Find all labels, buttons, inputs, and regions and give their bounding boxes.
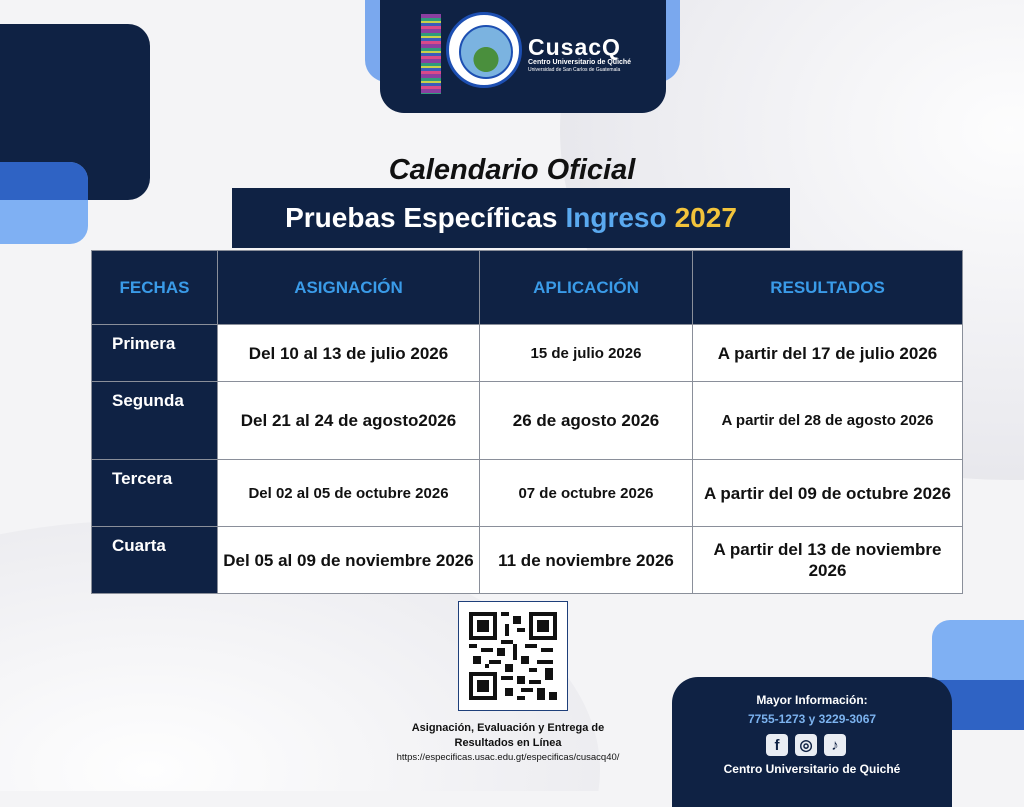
table-cell: A partir del 28 de agosto 2026 (693, 382, 963, 460)
table-row (92, 460, 963, 527)
facebook-icon[interactable]: f (766, 734, 788, 756)
table-cell: A partir del 09 de octubre 2026 (693, 460, 963, 527)
row-label-text: Tercera (112, 469, 173, 488)
table-row (92, 325, 963, 382)
subtitle-banner (232, 188, 790, 248)
qr-code[interactable] (458, 601, 568, 711)
page-title: Calendario Oficial (388, 154, 636, 186)
row-label-text: Cuarta (112, 536, 166, 555)
decor-block (0, 162, 88, 200)
logo-name: CusacQ (528, 34, 621, 60)
subtitle-part: Pruebas Específicas (285, 202, 558, 233)
table-cell: A partir del 17 de julio 2026 (693, 325, 963, 382)
usac-seal-logo (446, 12, 522, 88)
table-cell: 11 de noviembre 2026 (480, 527, 693, 594)
qr-code-icon (469, 612, 557, 700)
subtitle-part: Ingreso (565, 202, 667, 233)
table-header: RESULTADOS (693, 251, 963, 325)
row-label (92, 527, 218, 594)
row-label (92, 325, 218, 382)
social-links (766, 734, 846, 756)
info-phones: 7755-1273 y 3229-3067 (747, 712, 877, 726)
logo-subtitle: Centro Universitario de Quiché (528, 59, 632, 66)
table-cell: 07 de octubre 2026 (480, 460, 693, 527)
table-header-row (92, 251, 963, 325)
table-cell: 15 de julio 2026 (480, 325, 693, 382)
subtitle-year: 2027 (674, 202, 737, 233)
table-cell: Del 10 al 13 de julio 2026 (218, 325, 480, 382)
table-cell: Del 02 al 05 de octubre 2026 (218, 460, 480, 527)
logo-subtitle: Universidad de San Carlos de Guatemala (528, 67, 621, 73)
qr-url-link[interactable]: https://especificas.usac.edu.gt/especificas/cusacq40/ (396, 752, 620, 763)
table-row (92, 382, 963, 460)
info-title: Mayor Información: (756, 693, 868, 707)
table-header: ASIGNACIÓN (218, 251, 480, 325)
row-label (92, 382, 218, 460)
table-row (92, 527, 963, 594)
calendar-table (91, 250, 963, 594)
tiktok-icon[interactable]: ♪ (824, 734, 846, 756)
qr-caption: Asignación, Evaluación y Entrega de Resultados en Línea (411, 722, 605, 749)
textile-stripes-logo (421, 14, 441, 94)
table-header: APLICACIÓN (480, 251, 693, 325)
table-cell: Del 05 al 09 de noviembre 2026 (218, 527, 480, 594)
row-label-text: Segunda (112, 391, 184, 410)
table-cell: 26 de agosto 2026 (480, 382, 693, 460)
table-header: FECHAS (92, 251, 218, 325)
info-footer: Centro Universitario de Quiché (723, 762, 901, 776)
row-label-text: Primera (112, 334, 176, 353)
instagram-icon[interactable]: ◎ (795, 734, 817, 756)
table-cell: A partir del 13 de noviembre 2026 (693, 527, 963, 594)
row-label (92, 460, 218, 527)
table-cell: Del 21 al 24 de agosto2026 (218, 382, 480, 460)
